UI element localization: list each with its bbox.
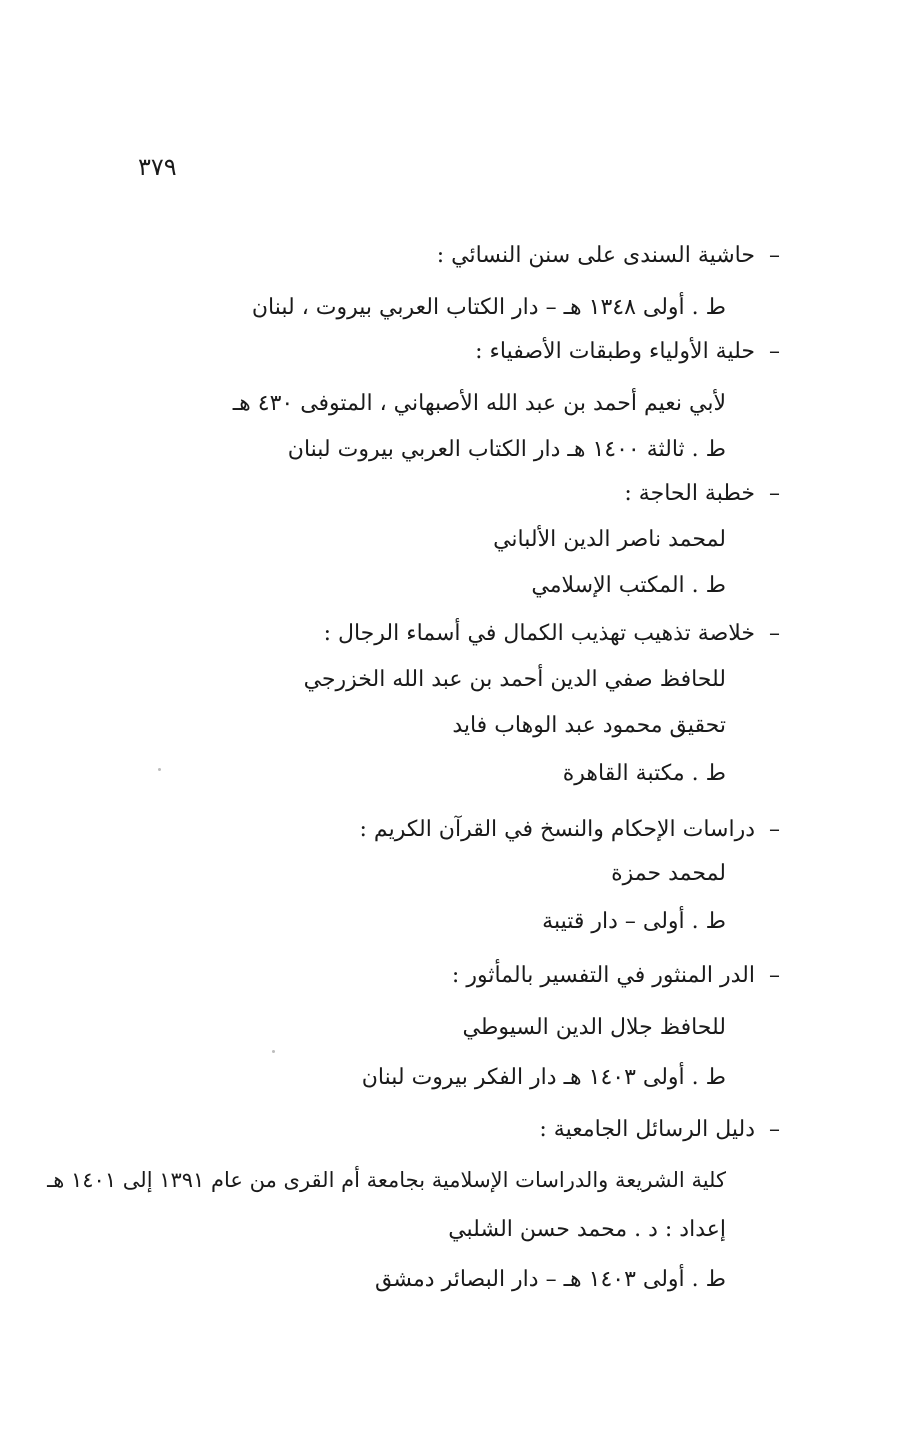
entry-detail-line: للحافظ صفي الدين أحمد بن عبد الله الخزرجي — [303, 667, 726, 692]
entry-title-text: حاشية السندى على سنن النسائي : — [436, 243, 755, 268]
entry-detail-line: ط . أولى ١٤٠٣ هـ – دار البصائر دمشق — [375, 1267, 726, 1292]
entry-dash: – — [769, 481, 780, 506]
entry-title-text: دراسات الإحكام والنسخ في القرآن الكريم : — [359, 817, 755, 842]
entry-title — [437, 240, 780, 272]
entry-detail-line: ط . أولى ١٣٤٨ هـ – دار الكتاب العربي بيروت ، لبنان — [251, 295, 726, 320]
entry-title — [539, 1114, 780, 1146]
entry-dash: – — [769, 339, 780, 364]
entry-detail-line: ط . مكتبة القاهرة — [562, 761, 726, 786]
entry-title-text: دليل الرسائل الجامعية : — [539, 1117, 755, 1142]
entry-dash: – — [769, 963, 780, 988]
entry-title — [360, 814, 780, 846]
entry-title — [324, 618, 780, 650]
entry-title-text: الدر المنثور في التفسير بالمأثور : — [451, 963, 755, 988]
scan-speck — [272, 1050, 275, 1053]
entry-title-text: حلية الأولياء وطبقات الأصفياء : — [475, 339, 755, 364]
entry-detail-line: لمحمد ناصر الدين الألباني — [493, 527, 726, 552]
entry-title — [624, 478, 780, 510]
entry-detail-line: لأبي نعيم أحمد بن عبد الله الأصبهاني ، المتوفى ٤٣٠ هـ — [232, 391, 726, 416]
entry-dash: – — [769, 817, 780, 842]
entry-title — [475, 336, 780, 368]
entry-detail-line: تحقيق محمود عبد الوهاب فايد — [452, 713, 726, 738]
entry-detail-line: ط . أولى ١٤٠٣ هـ دار الفكر بيروت لبنان — [361, 1065, 726, 1090]
entry-dash: – — [769, 1117, 780, 1142]
page-number: ٣٧٩ — [138, 153, 177, 181]
entry-title-text: خطبة الحاجة : — [624, 481, 755, 506]
entry-detail-line: ط . أولى – دار قتيبة — [542, 909, 726, 934]
entry-detail-line: كلية الشريعة والدراسات الإسلامية بجامعة أم القرى من عام ١٣٩١ إلى ١٤٠١ هـ — [47, 1168, 726, 1192]
entry-dash: – — [769, 621, 780, 646]
scan-speck — [158, 768, 161, 771]
entry-detail-line: للحافظ جلال الدين السيوطي — [462, 1015, 726, 1040]
entry-detail-line: لمحمد حمزة — [611, 861, 726, 886]
entry-dash: – — [769, 243, 780, 268]
entry-detail-line: ط . المكتب الإسلامي — [531, 573, 726, 598]
entry-title — [452, 960, 780, 992]
entry-title-text: خلاصة تذهيب تهذيب الكمال في أسماء الرجال : — [323, 621, 755, 646]
entry-detail-line: ط . ثالثة ١٤٠٠ هـ دار الكتاب العربي بيروت لبنان — [287, 437, 726, 462]
entry-detail-line: إعداد : د . محمد حسن الشلبي — [448, 1217, 726, 1242]
